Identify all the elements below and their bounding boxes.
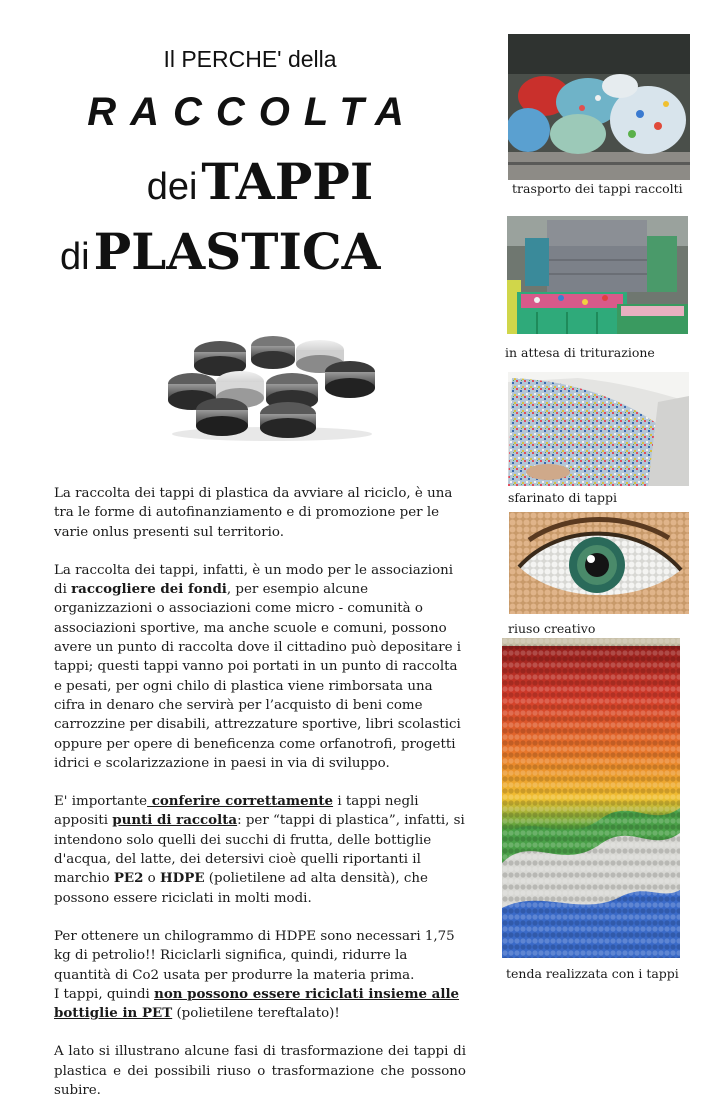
paragraph-3 [54, 792, 466, 908]
text-span: E' importante [54, 794, 148, 810]
paragraph-2 [54, 561, 466, 773]
text-span: La raccolta dei tappi, infatti, è un modo per le associazioni di [54, 562, 454, 598]
emphasis-conferire: conferire correttamente [147, 793, 334, 810]
text-span: Per ottenere un chilogrammo di HDPE sono necessari 1,75 kg di petrolio!! Riciclarli significa, quindi, ridurre la quantità di Co2 usata per produrre la materia prima. [54, 928, 455, 983]
title-line2: RACCOLTA [87, 90, 418, 134]
photo-flakes [508, 372, 689, 486]
paragraph-4 [54, 927, 466, 985]
text-span: (polietilene ad alta densità), che possono essere riciclati in molti modi. [54, 871, 428, 906]
photo-eye-mosaic [509, 512, 689, 614]
emphasis-non-riciclati: non possono essere riciclati insieme alle bottiglie in PET [54, 985, 460, 1022]
emphasis-raccogliere: raccogliere dei fondi [71, 581, 227, 598]
caption-3: sfarinato di tappi [508, 490, 617, 505]
title-line3-big: TAPPI [201, 152, 374, 211]
title-line3-small: dei [146, 166, 198, 208]
caption-2: in attesa di triturazione [505, 345, 655, 360]
text-span: i tappi negli appositi [54, 794, 419, 829]
photo-crates [507, 216, 688, 334]
cap-shape [251, 336, 295, 369]
title-line3 [0, 152, 520, 211]
cap-shape [325, 361, 375, 398]
cap-shape [194, 341, 246, 376]
caption-1: trasporto dei tappi raccolti [512, 181, 683, 196]
title-line1: Il PERCHE' della [163, 46, 337, 72]
caption-4: riuso creativo [508, 621, 596, 636]
paragraph-4b [54, 985, 466, 1024]
text-span: (polietilene tereftalato)! [172, 1006, 340, 1022]
text-span: : per “tappi di plastica”, infatti, si intendono solo quelli dei succhi di frutta, delle bottiglie d'acqua, del latte, dei detersivi cioè quelli riportanti il marchio [54, 813, 465, 887]
emphasis-pe2: PE2 [113, 870, 144, 887]
cap-shape [260, 402, 316, 438]
title-line4-small: di [60, 236, 90, 278]
title-line4-big: PLASTICA [93, 222, 381, 281]
title-line4 [60, 222, 380, 281]
text-span: o [143, 871, 160, 887]
paragraph-1: La raccolta dei tappi di plastica da avviare al riciclo, è una tra le forme di autofinanziamento e di promozione per le varie onlus presenti sul territorio. [54, 486, 453, 540]
emphasis-punti-raccolta: punti di raccolta [112, 812, 238, 829]
text-span: , per esempio alcune organizzazioni o associazioni come micro - comunità o associazioni sportive, ma anche scuole e comuni, possono avere un punto di raccolta dove il cittadino può depositare i tappi; questi tappi vanno poi portati in un punto di raccolta e pesati, per ogni chilo di plastica viene rimborsata una cifra in denaro che servirà per l’acquisto di beni come carrozzine per disabili, attrezzature sportive, libri scolastici oppure per opere di beneficenza come orfanotrofi, progetti idrici e scolarizzazione in paesi in via di sviluppo. [54, 582, 462, 771]
emphasis-hdpe: HDPE [159, 870, 205, 887]
cap-shape [196, 398, 248, 436]
photo-transport [508, 34, 690, 180]
caption-5: tenda realizzata con i tappi [506, 966, 679, 981]
text-span: I tappi, quindi [54, 986, 155, 1002]
paragraph-5: A lato si illustrano alcune fasi di trasformazione dei tappi di plastica e dei possibili riuso o trasformazione che possono subire. [54, 1044, 466, 1099]
caps-photo [160, 322, 385, 444]
photo-rainbow-curtain [502, 638, 680, 958]
